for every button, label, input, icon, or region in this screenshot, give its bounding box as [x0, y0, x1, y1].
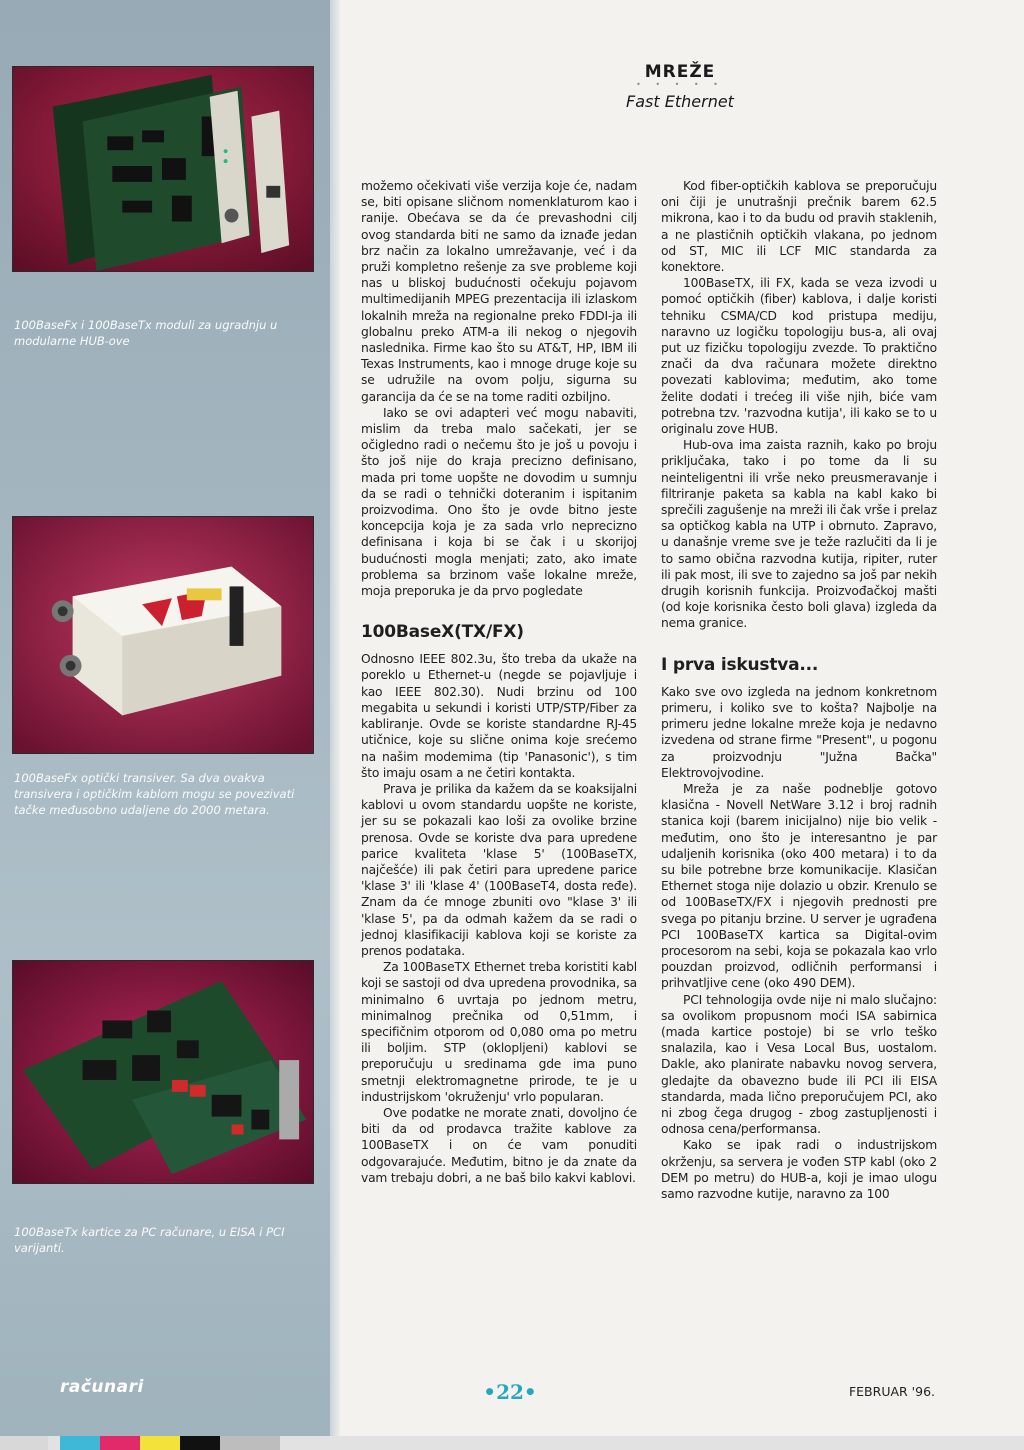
section-dots: • • • • •: [636, 80, 724, 89]
article-column-2: [661, 178, 937, 1202]
paragraph: Ove podatke ne morate znati, dovoljno će biti da od prodavca tražite kablove za 100BaseTX i on će vam ponuditi odgovarajuće. Međutim, bitno je da znate da vam trebaju dobri, a ne baš bilo kakvi kablovi.: [361, 1105, 637, 1185]
magazine-brand: računari: [60, 1377, 144, 1397]
paragraph: Za 100BaseTX Ethernet treba koristiti kabl koji se sastoji od dva upredena provodnika, sa minimalno 6 uvrtaja po jednom metru, minimalnog prečnika od 0,51mm, i specifičnim otporom od 0,080 oma po metru ili boljim. STP (oklopljeni) kablovi se preporučuju u sredinama gde ima puno smetnji elektromagnetne prirode, te je u industrijskom 'okruženju' vrlo popularan.: [361, 960, 637, 1104]
caption-photo-pc-cards: 100BaseTx kartice za PC računare, u EISA i PCI varijanti.: [14, 1225, 285, 1255]
paragraph: Mreža je za naše podneblje gotovo klasična - Novell NetWare 3.12 i broj radnih stanica koji (barem inicijalno) nije bio velik - međutim, ono što je interesantno je par udaljenih korisnika (oko 400 metara) i to da su bile potrebne brze komunikacije. Klasičan Ethernet stoga nije dolazio u obzir. Krenulo se od 100BaseTX/FX i njegovih prednosti pre svega po pitanju brzine. U server je ugrađena PCI 100BaseTX kartica sa Digital-ovim procesorom na sebi, koja se pokazala kao vrlo pouzdan proizvod, odličnih performansi i prihvatljive cene (oko 490 DEM).: [661, 781, 937, 991]
issue-date: FEBRUAR '96.: [848, 1384, 935, 1399]
paragraph: Iako se ovi adapteri već mogu nabaviti, mislim da treba malo sačekati, jer se očigledno radi o nečemu što je još u povoju i što još nije do kraja precizno definisano, mada pri tome uopšte ne dovodim u sumnju da se radi o tehnički doteranim i ispitanim proizvodima. Ono što je ovde bitno jeste koncepcija koja je za sada vrlo neprecizno definisana i koja bi se čak i u skorijoj budućnosti mogla menjati; zato, ako imate problema sa brzinom vaše lokalne mreže, moja preporuka je da prvo pogledate: [361, 405, 637, 599]
paragraph: 100BaseTX, ili FX, kada se veza izvodi u pomoć optičkih (fiber) kablova, i dalje koristi tehniku CSMA/CD kod pristupa mediju, naravno uz logičku topologiju bus-a, ali ovaj put uz fizičku topologiju zvezde. To praktično znači da dva računara možete direktno povezati kablovima; međutim, ako tome želite dodati i trećeg ili više njih, biće vam potrebna tzv. 'razvodna kutija', ili kako se to u originalu zove HUB.: [661, 276, 937, 437]
paragraph: Hub-ova ima zaista raznih, kako po broju priključaka, tako i po tome da li su neinteligentni ili vrše neko preusmeravanje i filtriranje paketa sa kabla na kabl kako bi sprečili zagušenje na mreži ili čak vrše i prelaz sa optičkog kabla na UTP i obrnuto. Zapravo, u današnje vreme sve je teže razlučiti da li je to samo obična razvodna kutija, ripiter, ruter ili pak most, ili sve to zajedno sa još par nekih drugih korisnih funkcija. Proizvođačkoj mašti (od koje korisnika često boli glava) izgleda da nema granice.: [661, 438, 937, 631]
paragraph: Kako sve ovo izgleda na jednom konkretnom primeru, i koliko sve to košta? Najbolje na primeru jedne lokalne mreže koja je nedavno izvedena od strane firme "Present", u pogonu za proizvodnju "Južna Bačka" Elektrovojvodine.: [661, 684, 937, 780]
print-color-bar: [0, 1436, 1024, 1450]
section-heading: 100BaseX(TX/FX): [361, 622, 524, 643]
article-column-1: [361, 178, 637, 1186]
photo-pc-cards: [12, 960, 314, 1184]
photo-hub-modules: [12, 66, 314, 272]
paragraph: Kako se ipak radi o industrijskom okrženju, sa servera je vođen STP kabl (oko 2 DEM po metru) do HUB-a, koji je imao ulogu samo razvodne kutije, naravno za 100: [661, 1138, 937, 1201]
paragraph: Odnosno IEEE 802.3u, što treba da ukaže na poreklo u Ethernet-u (negde se pojavljuje i kao IEEE 802.30). Nudi brzinu od 100 megabita u sekundi i koristi UTP/STP/Fiber za kabliranje. Ovde se koriste standardne RJ-45 utičnice, koje su slične onima koje srećemo na našim modemima (tip 'Panasonic'), s tim što imaju osam a ne četiri kontakta.: [361, 652, 637, 780]
paragraph: PCI tehnologija ovde nije ni malo slučajno: sa ovolikom propusnom moći ISA sabirnica (mada kartice postoje) bi se vrlo teško snalazila, kao i Vesa Local Bus, uostalom. Dakle, ako planirate nabavku novog servera, gledajte da obavezno bude ili PCI ili EISA standarda, mada lično preporučujem PCI, ako ni zbog čega drugog - zbog zastupljenosti i odnosa cena/performansa.: [661, 992, 937, 1137]
caption-photo-optical-transceiver: 100BaseFx optički transiver. Sa dva ovakva transivera i optičkim kablom mogu se povezivati tačke međusobno udaljene do 2000 metara.: [14, 771, 295, 817]
page-number: •22•: [483, 1380, 537, 1404]
paragraph: Kod fiber-optičkih kablova se preporučuju oni čiji je unutrašnji prečnik barem 62.5 mikrona, kao i to da budu od pravih staklenih, a ne plastičnih optičkih vlakana, po jednom od ST, MIC ili LCF MIC standarda za konektore.: [661, 179, 937, 275]
caption-photo-hub-modules: 100BaseFx i 100BaseTx moduli za ugradnju u modularne HUB-ove: [14, 318, 278, 348]
sidebar-edge: [330, 0, 340, 1450]
photo-optical-transceiver: [12, 516, 314, 754]
paragraph: možemo očekivati više verzija koje će, nadam se, biti opisane sličnom nomenklaturom kao i ranije. Obećava se da će prevashodni cilj ovog standarda biti ne samo da iznađe jedan brz način za lokalno umrežavanje, već i da pruži kompletno rešenje za sve probleme koji nas u bliskoj budućnosti očekuju pojavom multimedijanih MPEG prezentacija ili izlaskom lokalnih mreža na regionalne preko FDDI-ja ili globalnu preko ATM-a ili nekog o njegovih naslednika. Firme kao što su AT&T, HP, IBM ili Texas Instruments, kao i mnoge druge koje su se udružile na ovom polju, sigurna su garancija da će se na tome raditi ozbiljno.: [361, 179, 637, 404]
section-heading: I prva iskustva...: [661, 654, 819, 675]
section-title: MREŽE: [644, 62, 716, 82]
section-subtitle: Fast Ethernet: [626, 92, 734, 111]
paragraph: Prava je prilika da kažem da se koaksijalni kablovi u ovom standardu uopšte ne koriste, jer su se pokazali kao loši za ovolike brzine prenosa. Ovde se koriste dva para upredene parice kvaliteta 'klase 5' (100BaseTX, najčešće) ili pak četiri para upredene parice 'klase 3' ili 'klase 4' (100BaseT4, dosta ređe). Znam da će mnoge zbuniti ovo "klase 3' ili 'klase 5', pa da odmah kažem da se radi o jednoj klasifikaciji kablova koji se koriste za prenos podataka.: [361, 781, 637, 958]
